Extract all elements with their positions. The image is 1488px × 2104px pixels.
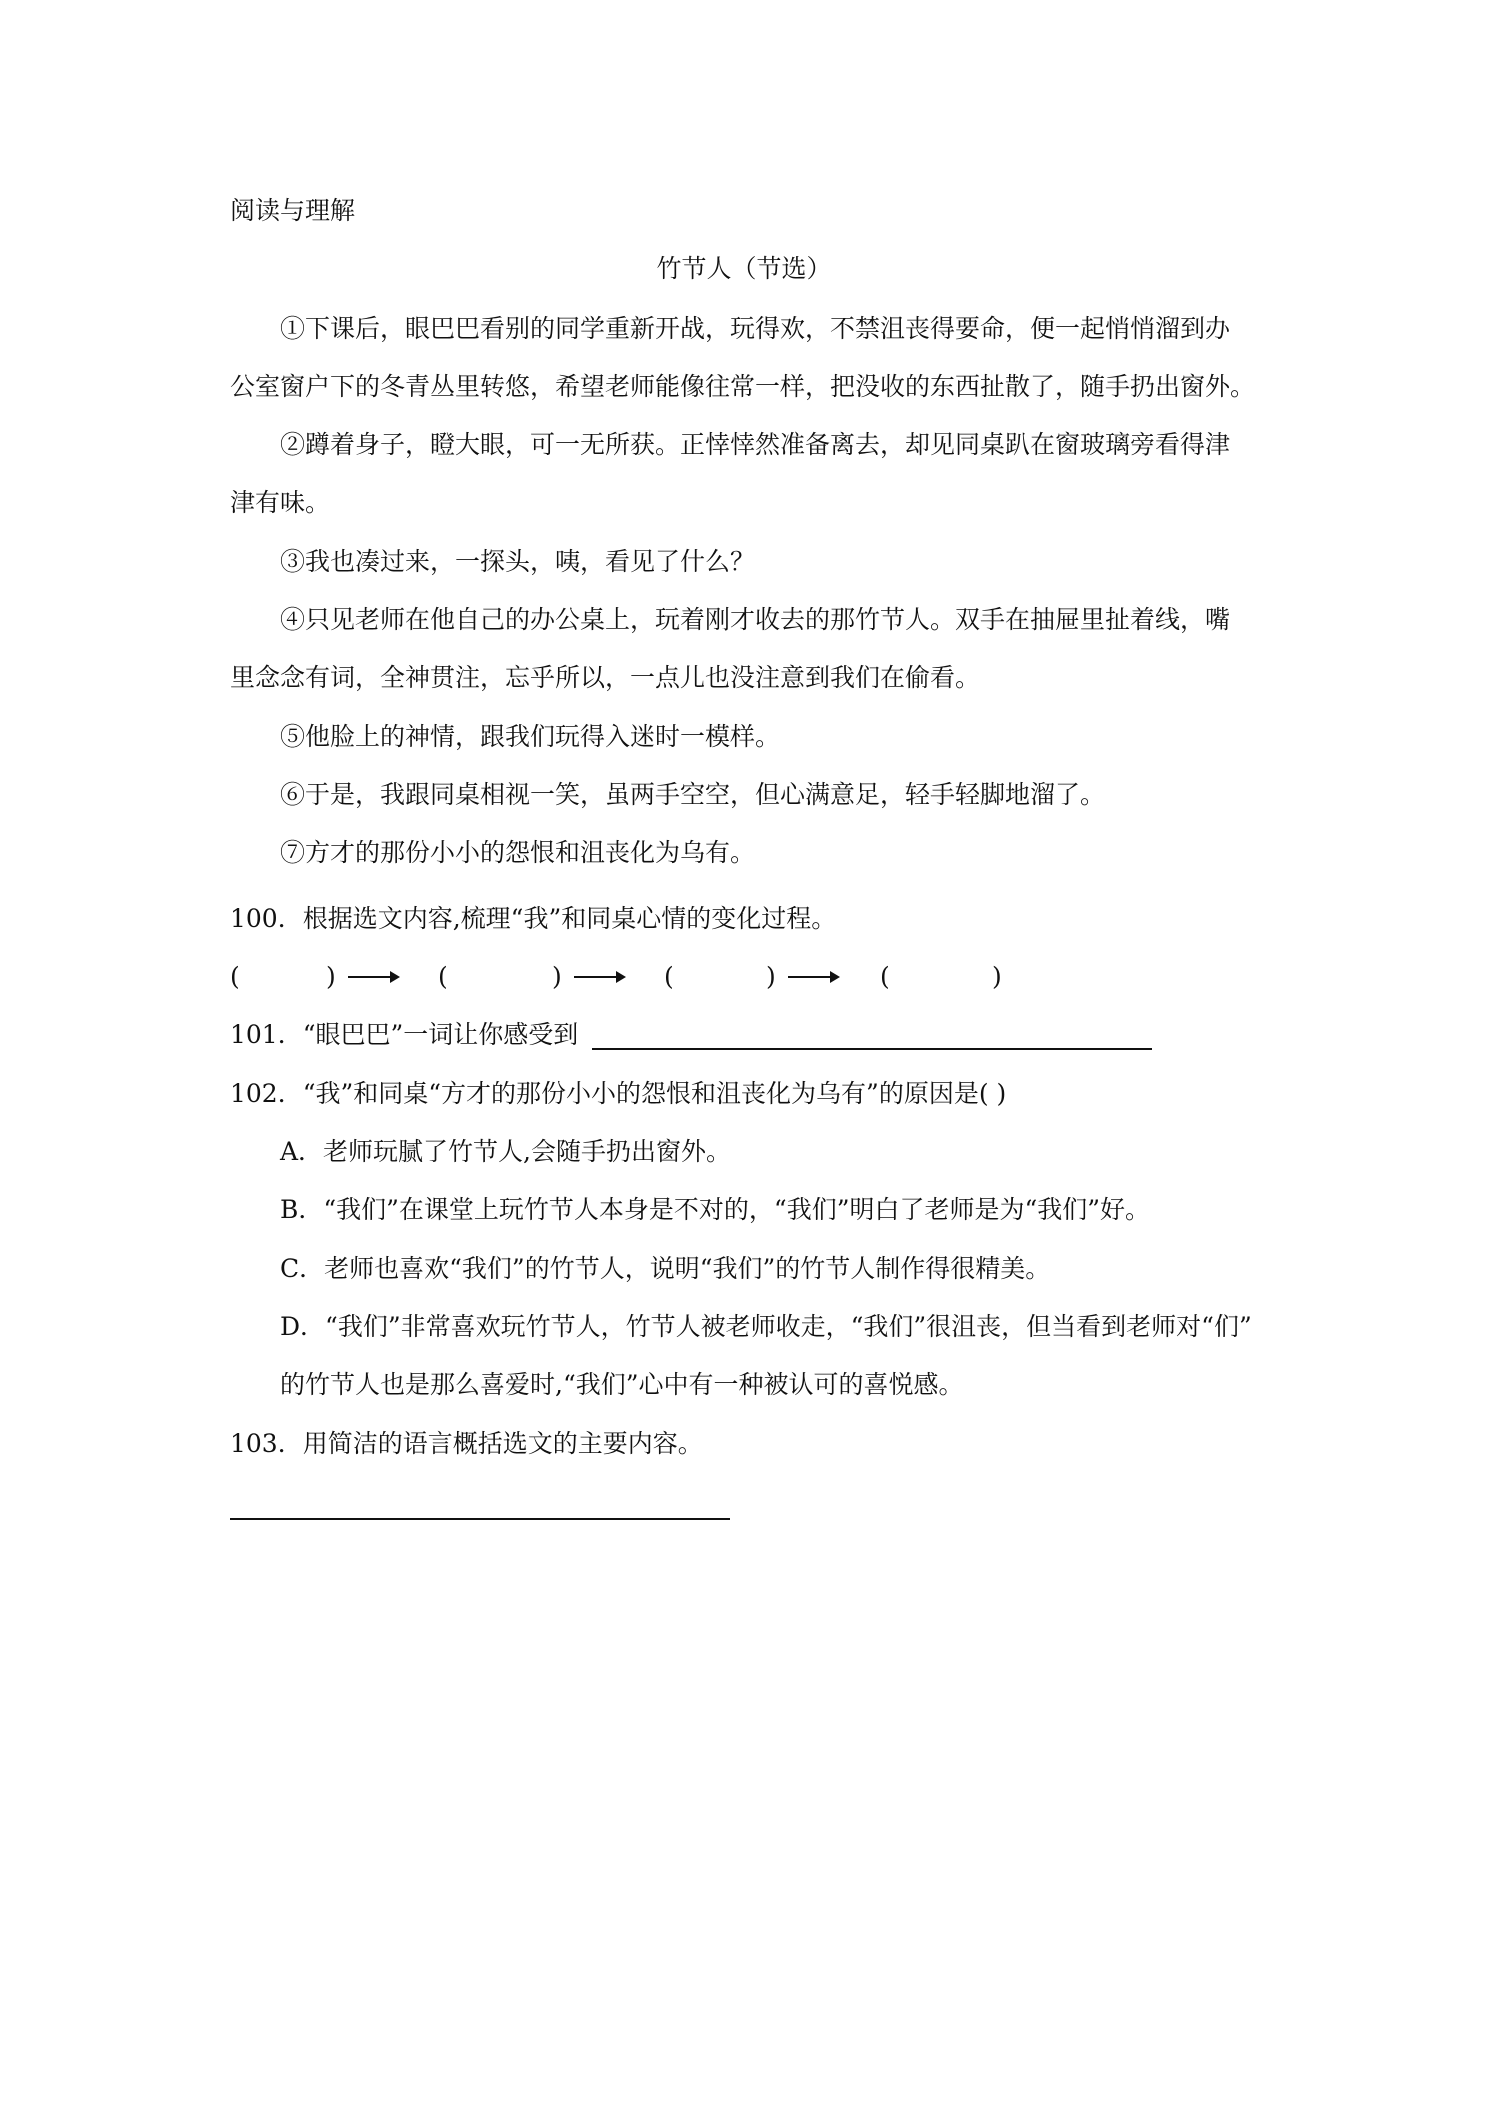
blank-1-open: (	[230, 962, 240, 991]
question-101: 101．“眼巴巴”一词让你感受到	[230, 1020, 579, 1049]
blank-2-open: (	[438, 962, 448, 991]
paragraph-5: ⑤他脸上的神情，跟我们玩得入迷时一模样。	[280, 722, 781, 751]
paragraph-7: ⑦方才的那份小小的怨恨和沮丧化为乌有。	[280, 838, 756, 867]
option-d-line-1: D．“我们”非常喜欢玩竹节人，竹节人被老师收走，“我们”很沮丧，但当看到老师对“们”	[280, 1312, 1252, 1341]
blank-4-close: )	[992, 962, 1002, 991]
option-b: B．“我们”在课堂上玩竹节人本身是不对的，“我们”明白了老师是为“我们”好。	[280, 1195, 1151, 1224]
option-c: C．老师也喜欢“我们”的竹节人，说明“我们”的竹节人制作得很精美。	[280, 1254, 1051, 1283]
paragraph-2-line-1: ②蹲着身子，瞪大眼，可一无所获。正悻悻然准备离去，却见同桌趴在窗玻璃旁看得津	[280, 430, 1231, 459]
arrow-right-icon	[574, 976, 624, 978]
arrow-right-icon	[788, 976, 838, 978]
paragraph-4-line-2: 里念念有词，全神贯注，忘乎所以，一点儿也没注意到我们在偷看。	[230, 663, 981, 692]
passage-title: 竹节人（节选）	[656, 254, 832, 283]
blank-2-close: )	[552, 962, 562, 991]
paragraph-4-line-1: ④只见老师在他自己的办公桌上，玩着刚才收去的那竹节人。双手在抽屉里扯着线，嘴	[280, 605, 1231, 634]
blank-3-close: )	[766, 962, 776, 991]
question-102: 102．“我”和同桌“方才的那份小小的怨恨和沮丧化为乌有”的原因是( )	[230, 1079, 1007, 1108]
paragraph-1-line-2: 公室窗户下的冬青丛里转悠，希望老师能像往常一样，把没收的东西扯散了，随手扔出窗外。	[230, 372, 1256, 401]
paragraph-1-line-1: ①下课后，眼巴巴看别的同学重新开战，玩得欢，不禁沮丧得要命，便一起悄悄溜到办	[280, 314, 1231, 343]
section-heading: 阅读与理解	[230, 196, 356, 225]
blank-4-open: (	[880, 962, 890, 991]
paragraph-3: ③我也凑过来，一探头，咦，看见了什么？	[280, 547, 756, 576]
question-100: 100．根据选文内容,梳理“我”和同桌心情的变化过程。	[230, 904, 837, 933]
blank-3-open: (	[664, 962, 674, 991]
paragraph-6: ⑥于是，我跟同桌相视一笑，虽两手空空，但心满意足，轻手轻脚地溜了。	[280, 780, 1106, 809]
question-103: 103．用简洁的语言概括选文的主要内容。	[230, 1429, 703, 1458]
arrow-right-icon	[348, 976, 398, 978]
option-d-line-2: 的竹节人也是那么喜爱时,“我们”心中有一种被认可的喜悦感。	[280, 1370, 964, 1399]
blank-1-close: )	[326, 962, 336, 991]
option-a: A．老师玩腻了竹节人,会随手扔出窗外。	[280, 1137, 732, 1166]
paragraph-2-line-2: 津有味。	[230, 488, 331, 517]
answer-blank-103[interactable]	[230, 1518, 730, 1520]
answer-blank-101[interactable]	[592, 1048, 1152, 1050]
